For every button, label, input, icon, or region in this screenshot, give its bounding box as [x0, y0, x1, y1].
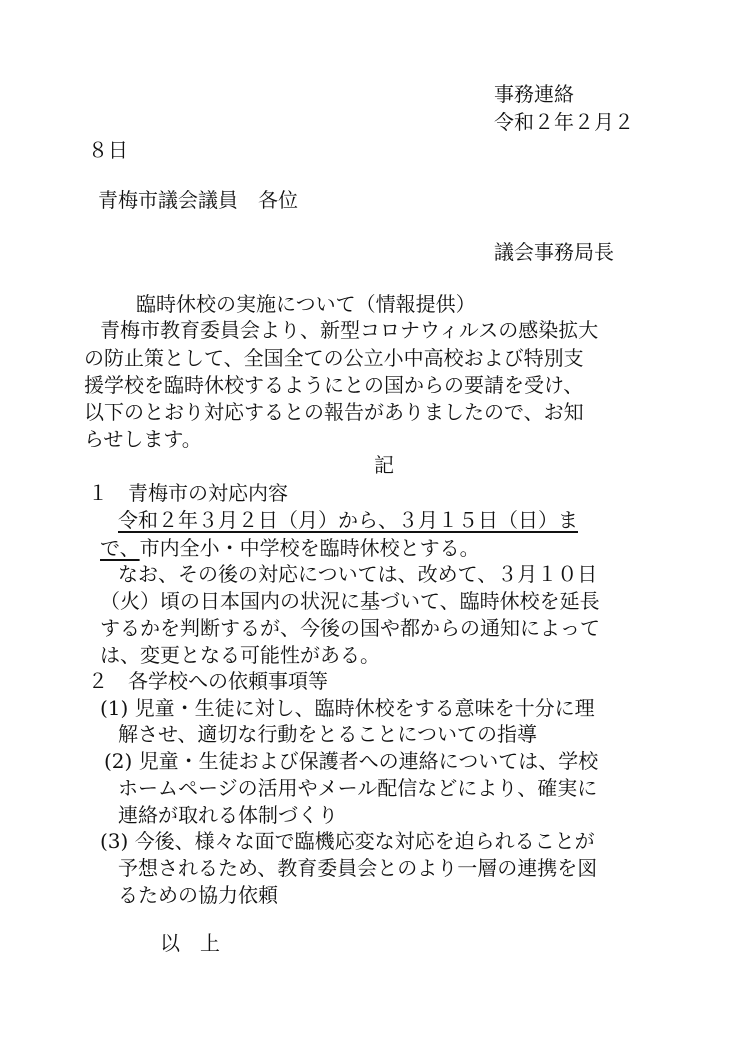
section2-item-line: 連絡が取れる体制づくり — [118, 803, 338, 827]
section2-item-line: (2) 児童・生徒および保護者への連絡については、学校 — [104, 749, 599, 773]
body-line: らせします。 — [84, 427, 202, 451]
section1-underlined-line: 令和２年３月２日（月）から、３月１５日（日）ま — [118, 508, 578, 532]
section2-heading: ２ 各学校への依頼事項等 — [88, 669, 328, 693]
section1-line: するかを判断するが、今後の国や都からの通知によって — [100, 616, 600, 640]
body-line: の防止策として、全国全ての公立小中高校および特別支 — [84, 346, 584, 370]
body-line: 以下のとおり対応するとの報告がありましたので、お知 — [84, 400, 584, 424]
section2-item-line: 解させ、適切な行動をとることについての指導 — [118, 722, 537, 746]
section2-item-line: (1) 児童・生徒に対し、臨時休校をする意味を十分に理 — [100, 696, 595, 720]
section2-item-line: 予想されるため、教育委員会とのより一層の連携を図 — [118, 856, 598, 880]
section1-line: なお、その後の対応については、改めて、３月１０日 — [118, 562, 598, 586]
section1-heading: １ 青梅市の対応内容 — [88, 481, 288, 505]
body-line: 青梅市教育委員会より、新型コロナウィルスの感染拡大 — [100, 318, 599, 342]
section2-item-line: (3) 今後、様々な面で臨機応変な対応を迫られることが — [100, 829, 595, 853]
body-line: 援学校を臨時休校するようにとの国からの要請を受け、 — [84, 373, 584, 397]
addressee: 青梅市議会議員 各位 — [98, 188, 298, 212]
date-line-2: ８日 — [88, 138, 128, 162]
section1-underlined-fragment: で、 — [100, 536, 140, 560]
section2-item-line: るための協力依頼 — [118, 883, 278, 907]
document-title: 臨時休校の実施について（情報提供） — [136, 292, 476, 316]
section1-line-rest: 市内全小・中学校を臨時休校とする。 — [139, 536, 480, 560]
doc-type-label: 事務連絡 — [494, 82, 574, 106]
section1-line — [100, 538, 480, 558]
section1-line: （火）頃の日本国内の状況に基づいて、臨時休校を延長 — [100, 589, 600, 613]
ki-marker: 記 — [374, 453, 394, 477]
closing-mark: 以 上 — [160, 931, 220, 955]
section1-line: は、変更となる可能性がある。 — [100, 643, 380, 667]
section2-item-line: ホームページの活用やメール配信などにより、確実に — [118, 776, 598, 800]
sender: 議会事務局長 — [494, 240, 614, 264]
date-line-1: 令和２年２月２ — [494, 110, 634, 134]
